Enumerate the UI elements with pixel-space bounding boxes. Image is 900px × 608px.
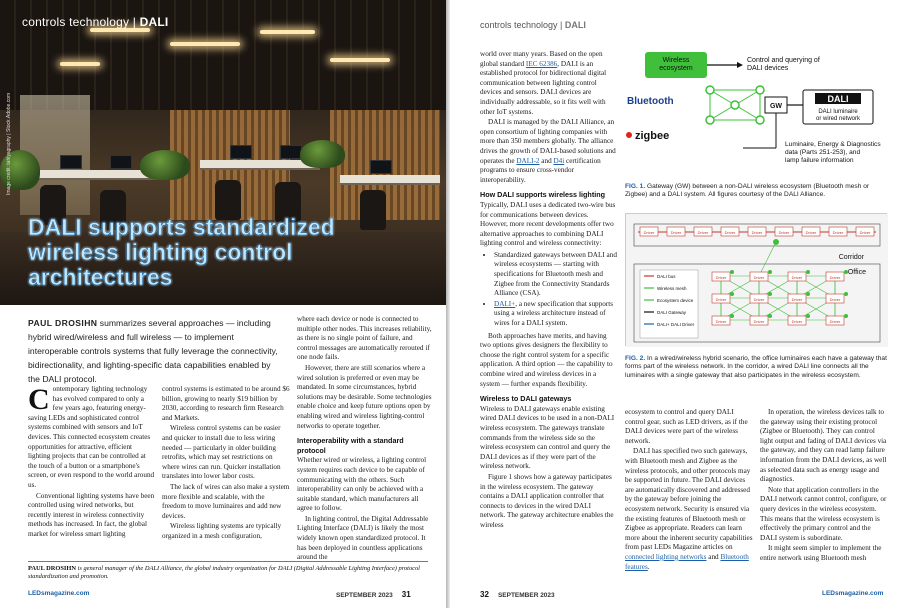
footer-date: SEPTEMBER 2023: [497, 592, 555, 599]
figure-1-caption: [625, 183, 887, 200]
paragraph: Both approaches have merits, and having two options gives designers the flexibility to choose the right control system for a specific application. A third option — the capability to combine wired and wireless devices in a system — further expands flexibility.: [480, 331, 613, 388]
driver-label: Driver: [829, 297, 841, 302]
figure-2-diagram: [625, 213, 887, 346]
d4i-link[interactable]: D4i: [553, 156, 565, 165]
body-column-3: [297, 315, 433, 564]
driver-label: Driver: [778, 230, 790, 235]
plant: [300, 140, 345, 168]
paragraph: Conventional lighting systems have been controlled using wired networks, but recently interest in wireless connectivity methods has increased. In fact, the global market for wireless smart lighting: [28, 491, 155, 538]
dali-plus-link[interactable]: DALI+: [494, 299, 516, 308]
driver-label: Driver: [753, 319, 765, 324]
driver-label: Driver: [791, 275, 803, 280]
driver-label: Driver: [715, 275, 727, 280]
subheading: Wireless to DALI gateways: [480, 394, 572, 404]
driver-label: Driver: [829, 275, 841, 280]
pendant-light: [170, 42, 240, 46]
driver-label: Driver: [829, 319, 841, 324]
body-column-2: [162, 385, 290, 543]
left-page: [0, 0, 446, 608]
caption-number: FIG. 1.: [625, 183, 646, 190]
office-gateway: [806, 292, 810, 296]
legend: [640, 270, 698, 338]
mesh-node: [731, 101, 739, 109]
paragraph: Figure 1 shows how a gateway participates in the wireless ecosystem. The gateway contains a DALI application controller that connects to devices in the wired DALI network. The gateway architecture enables the wireless: [480, 472, 614, 529]
driver-label: Driver: [791, 297, 803, 302]
caption-text: Gateway (GW) between a non-DALI wireless ecosystem (Bluetooth mesh or Zigbee) and a DALI system. All figures courtesy of the DALI Alliance.: [625, 183, 870, 199]
photo-credit: Image credit: tahiyagraphy | Stock.Adobe.com: [6, 92, 12, 195]
paragraph: It might seem simpler to implement the entire network using Bluetooth mesh: [760, 544, 882, 562]
deck-byline: PAUL DROSIHN: [28, 318, 98, 328]
body-column-2: [625, 408, 753, 573]
office-gateway: [768, 292, 772, 296]
caption-number: FIG. 2.: [625, 355, 646, 362]
zigbee-icon: [626, 132, 632, 138]
site-link[interactable]: LEDsmagazine.com: [28, 590, 90, 597]
monitor: [60, 155, 82, 169]
bio-text: is general manager of the DALI Alliance, the global industry organization for DALI (Digital Addressable Lighting Interface) protocol standardization and promotion.: [28, 565, 420, 581]
arrow-head: [737, 62, 743, 68]
pendant-light: [60, 62, 100, 66]
bullet-list: [494, 251, 617, 329]
pendant-light: [330, 58, 390, 62]
caption-text: In a wired/wireless hybrid scenario, the office luminaires each have a gateway that forms part of the wireless network. In the corridor, a wired DALI line connects all the luminaires with a single gateway that also participates in the wireless ecosystem.: [625, 355, 887, 379]
subheading: How DALI supports wireless lighting: [480, 190, 605, 200]
legend-label: DALI bus: [657, 274, 676, 279]
section-label: controls technology: [480, 20, 558, 30]
paragraph-text: and: [706, 552, 721, 561]
bio-name: PAUL DROSIHN: [28, 565, 76, 572]
office-gateway: [730, 314, 734, 318]
drop-cap: C: [28, 383, 50, 416]
networks-link[interactable]: connected lighting networks: [625, 552, 707, 561]
paragraph: [28, 385, 156, 491]
footer-site[interactable]: [28, 590, 89, 597]
title-line: wireless lighting control: [28, 239, 293, 265]
ecosystem-label: Wireless ecosystem: [659, 57, 693, 72]
section-header: controls technology | DALI: [480, 20, 586, 30]
driver-label: Driver: [724, 230, 736, 235]
driver-label: Driver: [751, 230, 763, 235]
gateway-label: GW: [769, 103, 783, 110]
monitor: [370, 160, 392, 174]
footer-left: [480, 590, 555, 599]
paragraph: Whether wired or wireless, a lighting control system requires each device to be capable of communicating with the others. Such interoperability can only be achieved with a suitable standard, which manufacturers all agree to follow.: [297, 456, 427, 513]
dali2-link[interactable]: DALI-2: [516, 156, 540, 165]
right-page: [450, 0, 900, 608]
subheading: Interoperability with a standard protocol: [297, 436, 404, 455]
paragraph: Note that application controllers in the DALI network cannot control, configure, or query devices in the wireless ecosystem. This means that the wireless ecosystem is effectively the primary control and the DALI system is subordinate.: [760, 485, 887, 542]
site-link[interactable]: LEDsmagazine.com: [822, 590, 884, 597]
mesh-node: [756, 86, 764, 94]
legend-label: Ecosystem device: [657, 298, 694, 303]
bluetooth-logo: Bluetooth: [627, 96, 674, 107]
section-header: controls technology | DALI: [22, 15, 169, 29]
driver-label: Driver: [697, 230, 709, 235]
office-label: Office: [847, 269, 866, 276]
office-gateway: [844, 270, 848, 274]
office-gateway: [806, 314, 810, 318]
footer-site[interactable]: [822, 590, 883, 597]
mesh-node: [706, 116, 714, 124]
body-column-1: [480, 50, 617, 532]
body-column-3: [760, 408, 888, 565]
office-gateway: [730, 270, 734, 274]
paragraph: ecosystem to control and query DALI control gear, such as LED drivers, as if the DALI devices were part of the wireless network.: [625, 408, 748, 445]
corridor-label: Corridor: [838, 254, 864, 261]
office-gateway: [730, 292, 734, 296]
paragraph: However, there are still scenarios where a wired solution is preferred or even may be mandated. In some circumstances, hybrid solutions may be desirable. Some technologies enable choice and keep future options open by enabling wired and wireless lighting-control networks to operate together.: [297, 363, 432, 430]
paragraph-text: world over many years. Based on the open global standard: [480, 50, 603, 68]
paragraph-text: , a new specification that supports using a wireless architecture instead of wires for a DALI system.: [494, 299, 614, 328]
energy-label: Luminaire, Energy & Diagnostics data (Parts 251-253), and lamp failure information: [785, 141, 881, 164]
iec-link[interactable]: IEC 62386: [525, 59, 558, 68]
legend-label: Wireless mesh: [657, 286, 687, 291]
paragraph: Wireless control systems can be easier and quicker to install due to less wiring needed — particularly in older building retrofits, which may set restrictions on where wires can run. Quicker installation translates into lower labor costs.: [162, 424, 281, 481]
title-line: architectures: [28, 264, 173, 290]
dali-logo: DALI: [827, 94, 849, 104]
office-gateway: [768, 314, 772, 318]
monitor: [280, 145, 302, 159]
control-label: Control and querying of DALI devices: [747, 57, 820, 72]
body-column-1: [28, 385, 156, 541]
paragraph: Typically, DALI uses a dedicated two-wire bus for communications between devices. However, more recent developments offer two alternative approaches to combining DALI lighting control and wireless connectivity:: [480, 200, 616, 248]
driver-label: Driver: [715, 297, 727, 302]
section-tag: DALI: [139, 15, 169, 29]
paragraph-text: ontemporary lighting technology has evolved compared to only a few years ago, featuring energy-saving LEDs and sophisticated control systems combined with sensors and IoT devices. This connected ecosystem creates opportunities for attractive, efficient lighting projects that can be controlled at the touch of a button or a smartphone's screen, or even respond to the world around us.: [28, 385, 155, 489]
bullet-item: • Standardized gateways between DALI and wireless ecosystems — starting with specifications for Bluetooth mesh and Zigbee from the Connectivity Standards Alliance (CSA).: [494, 251, 617, 299]
paragraph: [625, 447, 753, 572]
driver-label: Driver: [670, 230, 682, 235]
driver-label: Driver: [805, 230, 817, 235]
paragraph-text: , DALI is an established protocol for bidirectional digital communication between lighting control devices and sensors. DALI devices are individually addressable, so it fits well with other IoT systems.: [480, 59, 607, 116]
paragraph-text: .: [647, 562, 650, 571]
paragraph: Wireless lighting systems are typically organized in a mesh configuration,: [162, 522, 282, 540]
title-line: DALI supports standardized: [28, 214, 335, 240]
hybrid-floorplan: [626, 214, 888, 347]
section-tag: DALI: [564, 20, 586, 30]
paragraph-text: certification programs to ensure cross-vendor interoperability.: [480, 156, 601, 184]
bullet-item: [494, 300, 617, 329]
footer-date: SEPTEMBER 2023: [336, 592, 393, 599]
page-number: 31: [401, 590, 411, 599]
paragraph: The lack of wires can also make a system more flexible and scalable, with the freedom to move luminaires and add new devices.: [162, 482, 290, 520]
driver-label: Driver: [715, 319, 727, 324]
paragraph-text: and: [539, 156, 554, 165]
office-gateway: [806, 270, 810, 274]
figure-2-caption: [625, 355, 887, 380]
desk: [340, 175, 440, 183]
paragraph: where each device or node is connected to multiple other nodes. This increases reliability, as there is no single point of failure, and control messages are automatically rerouted if one node fails.: [297, 315, 432, 362]
office-gateway: [844, 314, 848, 318]
legend-label: DALI Gateway: [657, 310, 687, 315]
monitor: [230, 145, 252, 159]
office-gateway: [844, 292, 848, 296]
author-bio: [28, 561, 428, 582]
driver-label: Driver: [832, 230, 844, 235]
driver-label: Driver: [643, 230, 655, 235]
mesh-node: [706, 86, 714, 94]
article-deck: [28, 316, 278, 386]
deck-text: summarizes several approaches — including hybrid wired/wireless and full wireless — to implement interoperable controls systems that fully leverage the connectivity, bidirectionality, and lighting-specific data capabilities enabled by the DALI protocol.: [28, 318, 278, 384]
paragraph: In operation, the wireless devices talk to the gateway using their existing protocol (Zigbee or Bluetooth). They can control light output and fading of DALI devices via the gateway, and they can read lamp failure information from the DALI devices, as well as selected data such as energy usage and diagnostics.: [760, 408, 887, 484]
page-number: 32: [480, 590, 489, 599]
office-gateway: [768, 270, 772, 274]
pendant-light: [260, 30, 315, 34]
paragraph: [480, 50, 617, 117]
dali-box-label: DALI luminaire or wired network: [815, 109, 861, 122]
mesh-node: [756, 116, 764, 124]
paragraph: control systems is estimated to be around $6 billion, growing to nearly $19 billion by 2030, according to research firm Research and Markets.: [162, 385, 290, 422]
legend-box: [640, 270, 698, 338]
section-label: controls technology: [22, 15, 130, 29]
plant: [140, 150, 190, 180]
driver-label: Driver: [753, 275, 765, 280]
paragraph-text: DALI is managed by the DALI Alliance, an open consortium of lighting companies with more than 350 members globally. The alliance drives the growth of DALI-based solutions and operates the: [480, 118, 616, 165]
driver-label: Driver: [791, 319, 803, 324]
paragraph: In lighting control, the Digital Addressable Lighting Interface (DALI) is likely the most widely known open standardized protocol. It has been deployed in countless applications around the: [297, 514, 429, 562]
driver-label: Driver: [753, 297, 765, 302]
paragraph-text: DALI has specified two such gateways, with Bluetooth mesh and Zigbee as the wireless protocols, and other protocols may be supported in future. The DALI devices are automatically discovered and addressed by the gateway before joining the ecosystem network. Security is ensured via the existing features of Bluetooth mesh or Zigbee as appropriate. Readers can learn more about the inherent security capabilities from past LEDs Magazine articles on: [625, 447, 753, 552]
legend-label: DALI+ DALI Driver: [657, 322, 695, 327]
driver-label: Driver: [859, 230, 871, 235]
footer-right: [336, 590, 411, 599]
paragraph: Wireless to DALI gateways enable existing wired DALI devices to be used in a non-DALI wireless ecosystem. The gateways translate commands from the wireless side so the wireless ecosystem can control and query the DALI devices as if they were part of the wireless network.: [480, 404, 615, 471]
monitor: [110, 155, 132, 169]
zigbee-logo: zigbee: [635, 130, 670, 142]
article-title: [28, 215, 438, 290]
paragraph: [480, 118, 617, 185]
figure-1-diagram: [625, 50, 887, 180]
bluetooth-link[interactable]: Bluetooth features: [625, 552, 749, 571]
hero-photo: [0, 0, 446, 305]
